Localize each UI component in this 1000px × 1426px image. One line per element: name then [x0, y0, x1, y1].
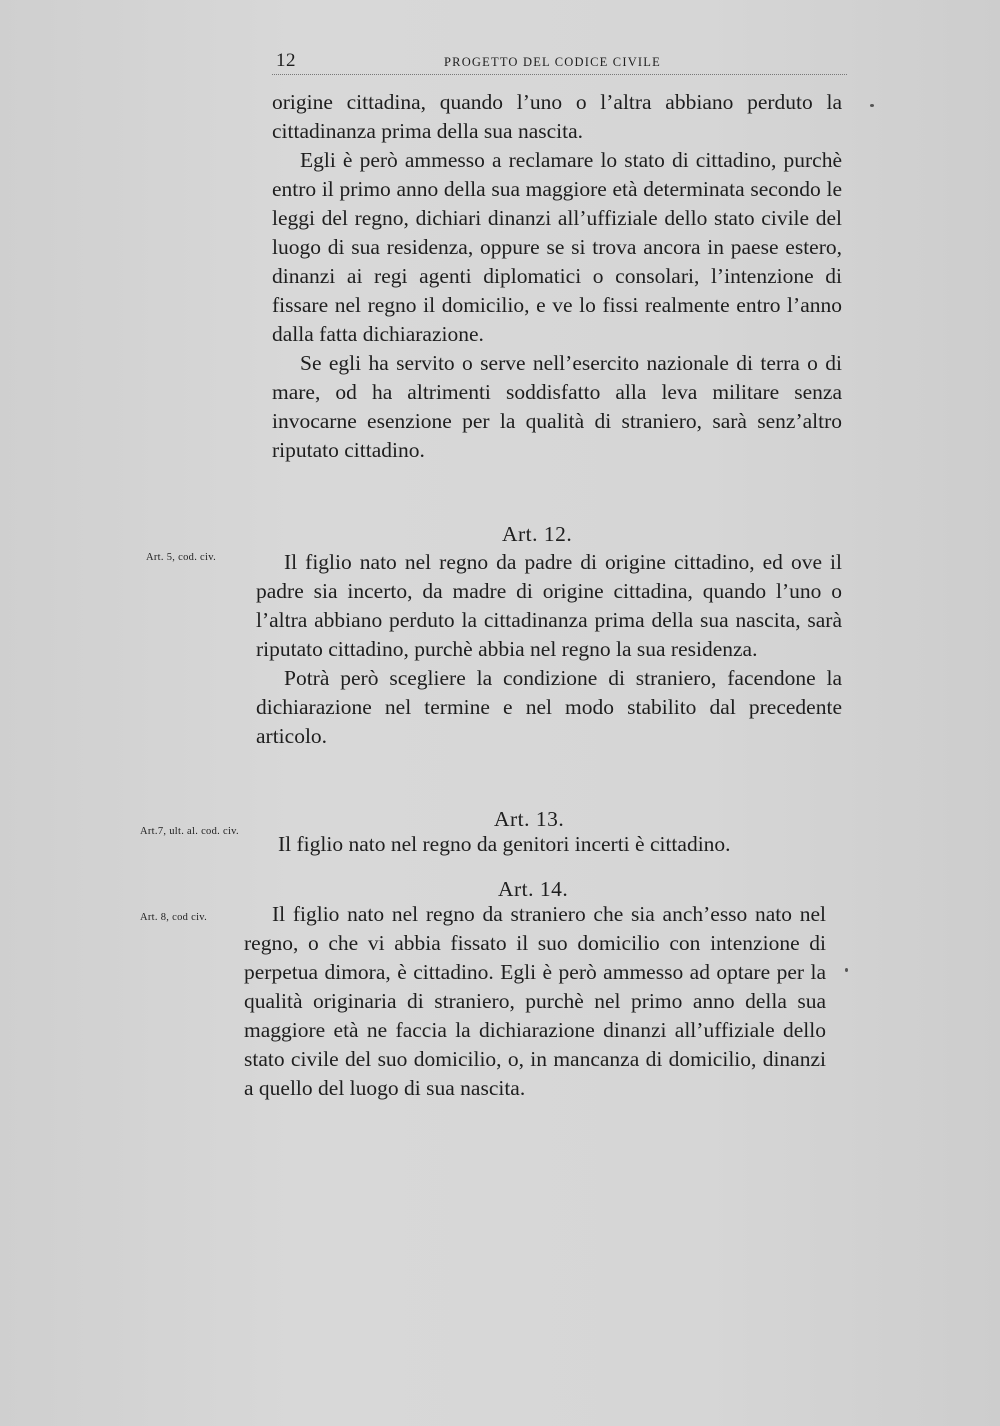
- margin-note: Art. 5, cod. civ.: [146, 552, 217, 563]
- continuation-text: [272, 88, 842, 465]
- paragraph: Il figlio nato nel regno da genitori incerti è cittadino.: [278, 832, 731, 856]
- paper-speck: [870, 104, 874, 107]
- margin-note: Art. 8, cod civ.: [140, 912, 208, 923]
- article-body: [278, 830, 826, 859]
- running-title: PROGETTO DEL CODICE CIVILE: [444, 55, 661, 69]
- page-header: [272, 50, 847, 75]
- article-heading: Art. 13.: [494, 807, 565, 831]
- article-heading: Art. 14.: [498, 877, 569, 901]
- paper-speck: [845, 968, 848, 972]
- paragraph: Egli è però ammesso a reclamare lo stato di cittadino, purchè entro il primo anno della sua maggiore età determinata secondo le leggi del regno, dichiari dinanzi all’uffiziale dello stato civile del luogo di sua residenza, oppure se si trova ancora in paese estero, dinanzi ai regi agenti diplomatici o consolari, l’intenzione di fissare nel regno il domicilio, e ve lo fissi realmente entro l’anno dalla fatta dichiarazione.: [272, 148, 842, 346]
- margin-note: Art.7, ult. al. cod. civ.: [140, 826, 239, 837]
- paragraph: Potrà però scegliere la condizione di straniero, facendone la dichiarazione nel termine e nel modo stabilito dal precedente articolo.: [256, 666, 842, 748]
- paragraph: origine cittadina, quando l’uno o l’altra abbiano perduto la cittadinanza prima della sua nascita.: [272, 90, 842, 143]
- paragraph: Il figlio nato nel regno da padre di origine cittadino, ed ove il padre sia incerto, da madre di origine cittadina, quando l’uno o l’altra abbiano perduto la cittadinanza prima della sua nascita, sarà riputato cittadino, purchè abbia nel regno la sua residenza.: [256, 550, 842, 661]
- article-body: [256, 548, 842, 751]
- page-number: 12: [276, 50, 296, 71]
- article-body: [244, 900, 826, 1103]
- paragraph: Se egli ha servito o serve nell’esercito nazionale di terra o di mare, od ha altrimenti soddisfatto alla leva militare senza invocarne esenzione per la qualità di straniero, sarà senz’altro riputato cittadino.: [272, 351, 842, 462]
- article-heading: Art. 12.: [502, 522, 573, 546]
- paragraph: Il figlio nato nel regno da straniero che sia anch’esso nato nel regno, o che vi abbia fissato il suo domicilio con intenzione di perpetua dimora, è cittadino. Egli è però ammesso ad optare per la qualità originaria di straniero, purchè nel primo anno della sua maggiore età ne faccia la dichiarazione dinanzi all’uffiziale dello stato civile del suo domicilio, o, in mancanza di domicilio, dinanzi a quello del luogo di sua nascita.: [244, 902, 826, 1100]
